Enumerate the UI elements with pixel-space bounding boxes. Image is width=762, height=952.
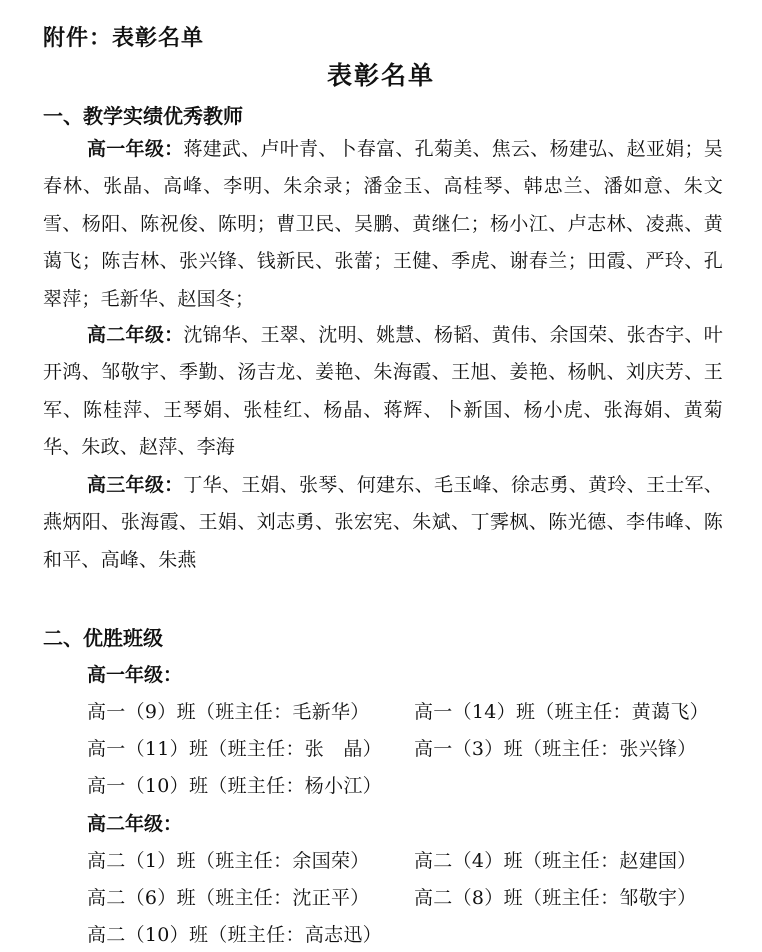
class-item: 高一（3）班（班主任：张兴锋） bbox=[414, 738, 697, 760]
grade1-teacher-names: 蒋建武、卢叶青、卜春富、孔菊美、焦云、杨建弘、赵亚娟；吴春林、张晶、高峰、李明、朱余录；潘金玉、高桂琴、韩忠兰、潘如意、朱文雪、杨阳、陈祝俊、陈明；曹卫民、吴鹏、黄继仁；杨小江、卢志林、凌燕、黄蔼飞；陈吉林、张兴锋、钱新民、张蕾；王健、季虎、谢春兰；田霞、严玲、孔翠萍；毛新华、赵国冬； bbox=[43, 138, 723, 310]
section1-heading: 一、教学实绩优秀教师 bbox=[43, 104, 243, 128]
winning-grade1-label: 高一年级： bbox=[87, 664, 183, 686]
grade3-teacher-names: 丁华、王娟、张琴、何建东、毛玉峰、徐志勇、黄玲、王士军、燕炳阳、张海霞、王娟、刘志勇、张宏宪、朱斌、丁霁枫、陈光德、李伟峰、陈和平、高峰、朱燕 bbox=[43, 474, 723, 571]
class-item: 高一（11）班（班主任：张 晶） bbox=[87, 738, 382, 760]
document-title: 表彰名单 bbox=[326, 61, 435, 90]
section2-heading: 二、优胜班级 bbox=[43, 626, 163, 650]
attachment-label: 附件：表彰名单 bbox=[43, 26, 205, 51]
class-item: 高一（9）班（班主任：毛新华） bbox=[87, 701, 370, 723]
winning-grade2-label: 高二年级： bbox=[87, 813, 183, 835]
grade2-teacher-names: 沈锦华、王翠、沈明、姚慧、杨韬、黄伟、余国荣、张杏宇、叶开鸿、邹敬宇、季勤、汤吉龙、姜艳、朱海霞、王旭、姜艳、杨帆、刘庆芳、王军、陈桂萍、王琴娟、张桂红、杨晶、蒋辉、卜新国、杨小虎、张海娟、黄菊华、朱政、赵萍、李海 bbox=[43, 324, 723, 459]
class-item: 高二（1）班（班主任：余国荣） bbox=[87, 850, 370, 872]
grade2-teachers-paragraph bbox=[43, 317, 723, 467]
grade3-label: 高三年级： bbox=[87, 474, 184, 496]
class-item: 高二（8）班（班主任：邹敬宇） bbox=[414, 887, 697, 909]
class-item: 高二（4）班（班主任：赵建国） bbox=[414, 850, 697, 872]
class-item: 高二（6）班（班主任：沈正平） bbox=[87, 887, 370, 909]
grade3-teachers-paragraph bbox=[43, 467, 723, 579]
grade1-label: 高一年级： bbox=[87, 138, 184, 160]
class-item: 高二（10）班（班主任：高志迅） bbox=[87, 924, 382, 946]
class-item: 高一（10）班（班主任：杨小江） bbox=[87, 775, 382, 797]
grade2-label: 高二年级： bbox=[87, 324, 184, 346]
grade1-teachers-paragraph bbox=[43, 131, 723, 318]
class-item: 高一（14）班（班主任：黄蔼飞） bbox=[414, 701, 709, 723]
